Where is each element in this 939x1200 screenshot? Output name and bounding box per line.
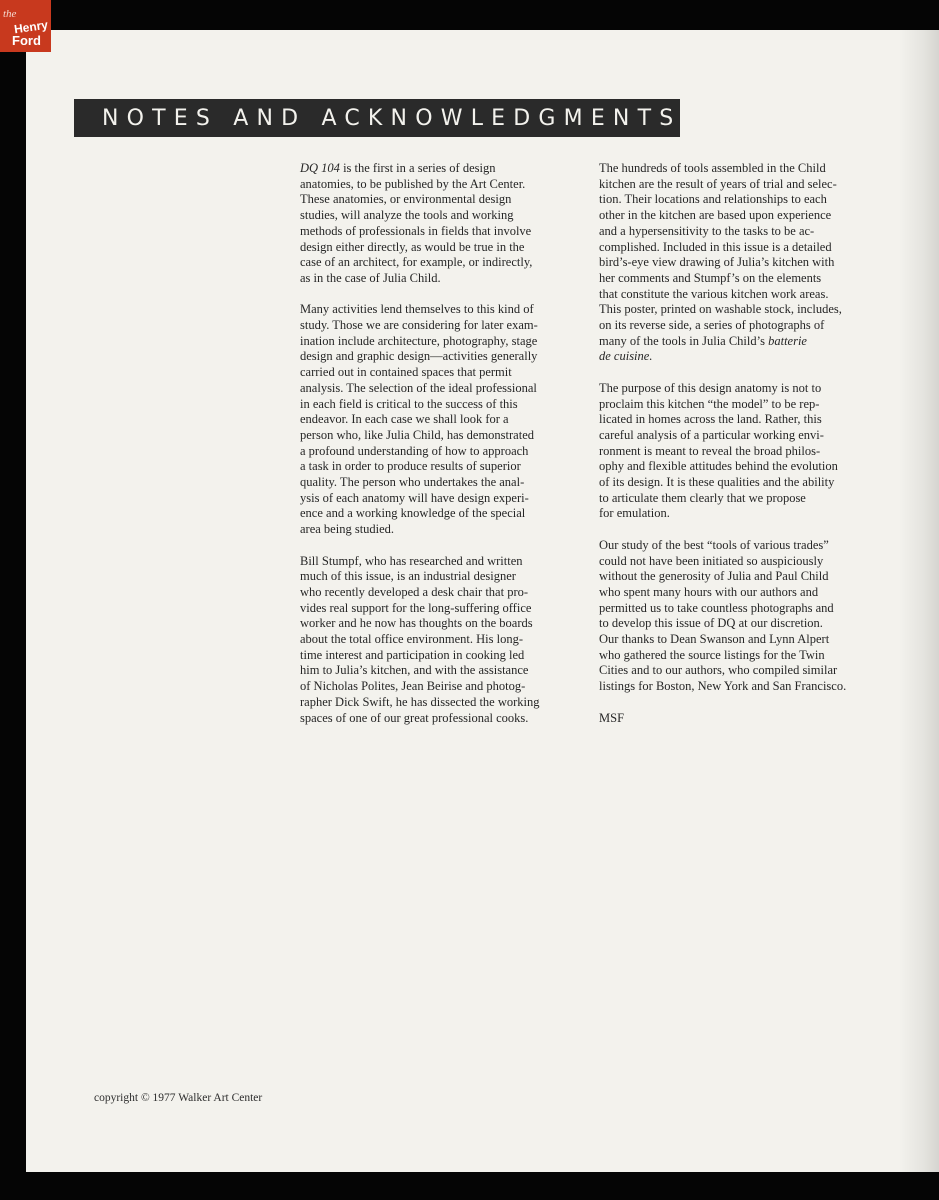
right-text-column [599, 161, 889, 742]
text-line: who spent many hours with our authors and [599, 584, 819, 599]
text-line: licated in homes across the land. Rather, this [599, 412, 822, 427]
text-line: design and graphic design—activities generally [300, 349, 538, 364]
text-line: much of this issue, is an industrial designer [300, 569, 516, 584]
paragraph-purpose [599, 381, 889, 522]
text-line: The hundreds of tools assembled in the Child [599, 161, 826, 175]
text-line: spaces of one of our great professional cooks. [300, 710, 529, 725]
text-line: anatomies, to be published by the Art Center. [300, 176, 526, 191]
text-line: vides real support for the long-suffering office [300, 600, 532, 615]
publication-title: DQ 104 [300, 161, 340, 175]
text-line: ophy and flexible attitudes behind the evolution [599, 459, 838, 474]
text-line: This poster, printed on washable stock, includes, [599, 302, 842, 317]
author-initials: MSF [599, 710, 625, 725]
paragraph-tools [599, 161, 889, 365]
logo-ford: Ford [12, 33, 41, 48]
text-line: These anatomies, or environmental design [300, 192, 512, 207]
left-text-column [300, 161, 582, 742]
text-line: a profound understanding of how to approach [300, 443, 529, 458]
text-line: as in the case of Julia Child. [300, 270, 441, 285]
henry-ford-logo [0, 0, 51, 52]
logo-henry: Henry [13, 17, 49, 37]
text-line: time interest and participation in cooking led [300, 647, 525, 662]
text-line: in each field is critical to the success of this [300, 396, 518, 411]
text-line: of its design. It is these qualities and the ability [599, 475, 835, 490]
text-line: about the total office environment. His long- [300, 632, 523, 647]
text-line: for emulation. [599, 506, 670, 521]
text-line: other in the kitchen are based upon experience [599, 208, 832, 223]
text-line: him to Julia’s kitchen, and with the assistance [300, 663, 529, 678]
text-line: analysis. The selection of the ideal professional [300, 380, 537, 395]
text-line: who recently developed a desk chair that pro- [300, 584, 529, 599]
text-line: kitchen are the result of years of trial and selec- [599, 176, 837, 191]
text-line: without the generosity of Julia and Paul Child [599, 569, 829, 584]
text-line: area being studied. [300, 522, 395, 537]
document-page [26, 30, 939, 1172]
text-line: ence and a working knowledge of the special [300, 506, 526, 521]
text-line: complished. Included in this issue is a detailed [599, 239, 832, 254]
text-line: of Nicholas Polites, Jean Beirise and photog- [300, 679, 526, 694]
text-line: methods of professionals in fields that involve [300, 223, 532, 238]
text-line: to develop this issue of DQ at our discretion. [599, 616, 823, 631]
text-line: a task in order to produce results of superior [300, 459, 521, 474]
copyright-notice: copyright © 1977 Walker Art Center [94, 1092, 263, 1104]
section-header [74, 99, 680, 137]
page-gutter-shadow [899, 30, 939, 1172]
logo-the: the [3, 8, 17, 20]
text-line: carried out in contained spaces that permit [300, 365, 512, 380]
text-line: could not have been initiated so auspiciously [599, 553, 824, 568]
paragraph-thanks [599, 538, 889, 695]
batterie-term: batterie [768, 333, 807, 348]
text-line: Our thanks to Dean Swanson and Lynn Alpert [599, 632, 830, 647]
text-line: quality. The person who undertakes the anal- [300, 475, 525, 490]
text-line: Cities and to our authors, who compiled similar [599, 663, 838, 678]
text-line: bird’s-eye view drawing of Julia’s kitchen with [599, 255, 835, 270]
text-line: rapher Dick Swift, he has dissected the working [300, 694, 540, 709]
text-line: Bill Stumpf, who has researched and written [300, 553, 523, 568]
text-line: worker and he now has thoughts on the boards [300, 616, 533, 631]
text-line: to articulate them clearly that we propose [599, 490, 806, 505]
text-line: and a hypersensitivity to the tasks to be ac- [599, 223, 815, 238]
text-line: who gathered the source listings for the Twin [599, 647, 825, 662]
paragraph-activities [300, 302, 582, 538]
text-line: Many activities lend themselves to this kind of [300, 302, 534, 317]
text-line: listings for Boston, New York and San Francisco. [599, 679, 847, 694]
text-line: Our study of the best “tools of various trades” [599, 537, 829, 552]
text-line: case of an architect, for example, or indirectly, [300, 255, 533, 270]
text-line: tion. Their locations and relationships to each [599, 192, 827, 207]
text-line: person who, like Julia Child, has demonstrated [300, 427, 534, 442]
text-line: that constitute the various kitchen work areas. [599, 286, 829, 301]
text-line: many of the tools in Julia Child’s [599, 333, 769, 348]
text-line: her comments and Stumpf’s on the elements [599, 270, 822, 285]
text-line: permitted us to take countless photographs and [599, 600, 834, 615]
text-line: proclaim this kitchen “the model” to be rep- [599, 396, 820, 411]
text-line: studies, will analyze the tools and working [300, 208, 514, 223]
text-line: careful analysis of a particular working envi- [599, 427, 824, 442]
text-line: is the first in a series of design [339, 161, 496, 175]
text-line: on its reverse side, a series of photographs of [599, 318, 825, 333]
text-line: ysis of each anatomy will have design experi- [300, 490, 529, 505]
de-cuisine-term: de cuisine. [599, 349, 653, 364]
text-line: The purpose of this design anatomy is not to [599, 380, 822, 395]
text-line: ronment is meant to reveal the broad philos- [599, 443, 821, 458]
text-line: design either directly, as would be true in the [300, 239, 525, 254]
text-line: study. Those we are considering for later exam- [300, 318, 538, 333]
text-line: ination include architecture, photography, stage [300, 333, 538, 348]
text-line: endeavor. In each case we shall look for a [300, 412, 509, 427]
paragraph-stumpf [300, 554, 582, 727]
section-title: NOTES AND ACKNOWLEDGMENTS [102, 105, 682, 131]
paragraph-intro [300, 161, 582, 287]
